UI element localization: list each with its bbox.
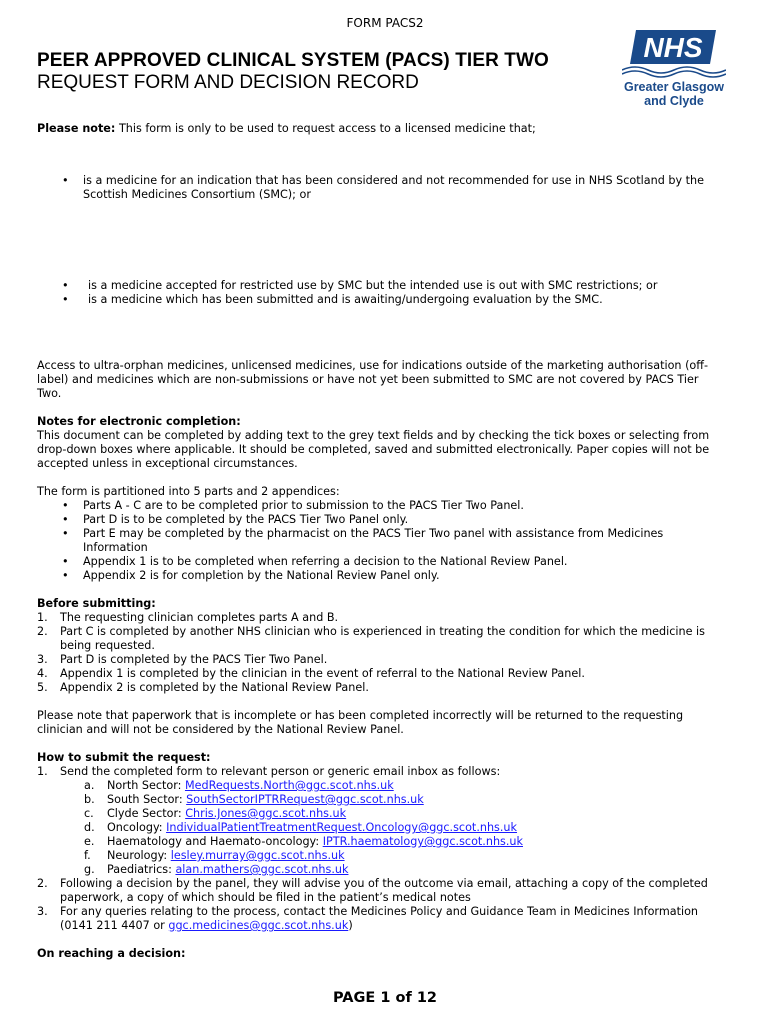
logo-line2: and Clyde [644,94,704,108]
email-link[interactable]: SouthSectorIPTRRequest@ggc.scot.nhs.uk [186,793,424,806]
email-link[interactable]: lesley.murray@ggc.scot.nhs.uk [170,849,345,862]
decision-heading: On reaching a decision: [37,947,186,960]
nhs-logo-icon [630,30,716,64]
email-link[interactable]: MedRequests.North@ggc.scot.nhs.uk [184,779,394,792]
nhs-logo [614,30,734,110]
email-link[interactable]: Chris.Jones@ggc.scot.nhs.uk [185,807,347,820]
warning-line-1: Please note that paperwork that is incomplete or has been completed incorrectly will be returned to the requesting [37,709,684,722]
logo-line1: Greater Glasgow [623,80,725,94]
page-subtitle: REQUEST FORM AND DECISION RECORD [37,72,419,93]
email-link[interactable]: alan.mathers@ggc.scot.nhs.uk [175,863,349,876]
access-line-1: Access to ultra-orphan medicines, unlicensed medicines, use for indications outside of the marketing authorisation (off- [37,359,709,372]
how-heading: How to submit the request: [37,751,211,764]
electronic-heading: Notes for electronic completion: [37,415,241,428]
page-title: PEER APPROVED CLINICAL SYSTEM (PACS) TIER TWO [37,50,549,71]
access-line-2: label) and medicines which are non-submissions or have not yet been submitted to SMC are not covered by PACS Tier [37,373,699,386]
wave-icon [622,64,726,78]
form-label: FORM PACS2 [346,16,424,30]
parts-intro: The form is partitioned into 5 parts and 2 appendices: [37,485,340,498]
page-number: PAGE 1 of 12 [332,990,437,1006]
note-text: This form is only to be used to request access to a licensed medicine that; [118,122,536,135]
svg-text:NHS: NHS [643,32,703,63]
email-link[interactable]: IndividualPatientTreatmentRequest.Oncology@ggc.scot.nhs.uk [166,821,518,834]
queries-email-link[interactable]: ggc.medicines@ggc.scot.nhs.uk [168,919,349,932]
note-label: Please note: [37,122,116,135]
electronic-line-3: accepted unless in exceptional circumstances. [37,457,298,470]
before-heading: Before submitting: [37,597,156,610]
email-link[interactable]: IPTR.haematology@ggc.scot.nhs.uk [322,835,523,848]
warning-line-2: clinician and will not be considered by the National Review Panel. [37,723,404,736]
intro-note [37,122,536,136]
access-line-3: Two. [37,387,62,400]
electronic-line-1: This document can be completed by adding text to the grey text fields and by checking the tick boxes or selecting from [37,429,710,442]
electronic-line-2: drop-down boxes where applicable. It should be completed, saved and submitted electronically. Paper copies will not be [37,443,710,456]
